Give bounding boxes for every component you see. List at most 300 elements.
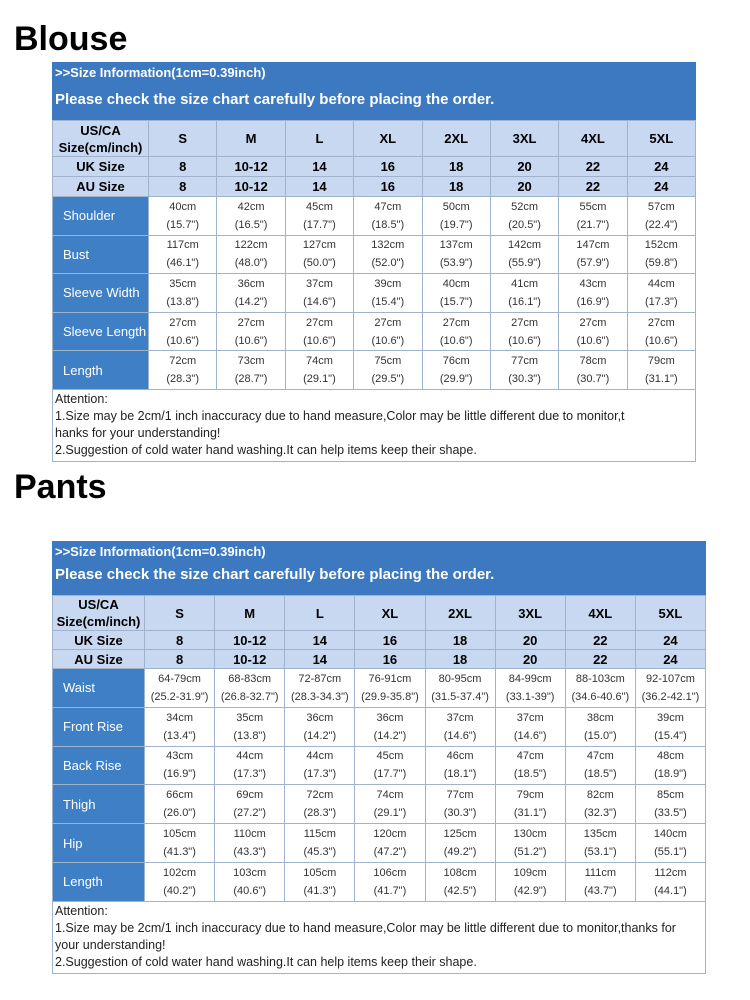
value-cm: 55cm — [579, 200, 607, 213]
measurement-label: Length — [53, 351, 149, 390]
measurement-cell — [354, 197, 422, 236]
value-inch: (28.3-34.3") — [290, 690, 349, 703]
measurement-cell — [215, 669, 285, 708]
value-inch: (41.7") — [373, 884, 407, 897]
au-size-value: 18 — [422, 177, 490, 197]
value-cm: 37cm — [446, 711, 474, 724]
value-cm: 47cm — [374, 200, 402, 213]
uk-size-value: 22 — [565, 631, 635, 650]
value-cm: 105cm — [163, 828, 197, 841]
value-inch: (10.6") — [576, 334, 610, 347]
measurement-cell — [627, 274, 695, 313]
value-inch: (16.9") — [163, 768, 196, 781]
au-size-value: 24 — [627, 177, 695, 197]
measurement-cell — [355, 669, 425, 708]
size-column-header: 5XL — [627, 121, 695, 157]
measurement-cell — [425, 824, 495, 863]
value-cm: 45cm — [376, 750, 404, 763]
value-cm: 140cm — [653, 828, 687, 841]
value-cm: 117cm — [166, 239, 199, 252]
value-cm: 40cm — [169, 200, 197, 213]
measurement-cell — [215, 862, 285, 901]
measurement-cell — [490, 312, 558, 351]
measurement-label: Thigh — [53, 785, 145, 824]
value-cm: 52cm — [511, 200, 539, 213]
measurement-cell — [422, 351, 490, 390]
uk-size-value: 18 — [425, 631, 495, 650]
value-inch: (15.7") — [439, 295, 473, 308]
size-notice: Please check the size chart carefully before placing the order. — [55, 566, 495, 583]
size-column-header: 4XL — [559, 121, 627, 157]
value-inch: (30.7") — [576, 373, 610, 386]
measurement-cell — [285, 785, 355, 824]
value-cm: 27cm — [442, 316, 470, 329]
au-size-value: 14 — [285, 177, 353, 197]
measurement-cell — [355, 824, 425, 863]
value-inch: (29.1") — [303, 373, 336, 386]
size-column-header: L — [285, 121, 353, 157]
value-cm: 45cm — [305, 200, 333, 213]
value-inch: (20.5") — [508, 218, 541, 231]
measurement-cell — [635, 669, 705, 708]
measurement-cell — [149, 235, 217, 274]
uk-size-value: 20 — [495, 631, 565, 650]
value-inch: (55.1") — [654, 846, 687, 859]
value-inch: (28.3") — [303, 807, 337, 820]
attention-line: Attention: — [55, 903, 108, 918]
measurement-label: Bust — [53, 235, 149, 274]
value-inch: (28.7") — [234, 373, 268, 386]
value-cm: 44cm — [647, 277, 675, 290]
value-cm: 37cm — [305, 277, 333, 290]
value-cm: 39cm — [374, 277, 402, 290]
value-cm: 88-103cm — [575, 672, 625, 685]
uk-size-row — [53, 631, 706, 650]
value-inch: (14.2") — [234, 295, 268, 308]
measurement-cell — [145, 785, 215, 824]
value-inch: (40.6") — [233, 884, 266, 897]
value-cm: 137cm — [439, 239, 473, 252]
attention-line: Attention: — [55, 391, 108, 406]
measurement-cell — [425, 746, 495, 785]
value-inch: (16.1") — [508, 295, 541, 308]
value-cm: 27cm — [169, 316, 197, 329]
measurement-cell — [565, 824, 635, 863]
measurement-label: Back Rise — [53, 746, 145, 785]
size-column-header: XL — [354, 121, 422, 157]
value-cm: 40cm — [442, 277, 470, 290]
uk-size-value: 10-12 — [215, 631, 285, 650]
measurement-cell — [425, 707, 495, 746]
size-column-header: 5XL — [635, 596, 705, 631]
value-cm: 112cm — [654, 866, 687, 879]
value-inch: (10.6") — [644, 334, 678, 347]
measurement-cell — [285, 312, 353, 351]
measurement-cell — [149, 197, 217, 236]
measurement-label: Shoulder — [53, 197, 149, 236]
uk-size-label: UK Size — [53, 157, 149, 177]
measurement-row — [53, 824, 706, 863]
size-column-header: 2XL — [422, 121, 490, 157]
measurement-cell — [354, 235, 422, 274]
au-size-value: 10-12 — [217, 177, 285, 197]
measurement-cell — [145, 746, 215, 785]
measurement-row — [53, 669, 706, 708]
size-column-header: M — [217, 121, 285, 157]
uk-size-value: 14 — [285, 157, 353, 177]
measurement-cell — [425, 669, 495, 708]
value-cm: 82cm — [586, 789, 614, 802]
measurement-cell — [285, 197, 353, 236]
value-cm: 27cm — [511, 316, 539, 329]
measurement-row — [53, 274, 696, 313]
size-table — [52, 120, 696, 390]
uk-size-row — [53, 157, 696, 177]
value-cm: 36cm — [306, 711, 334, 724]
measurement-row — [53, 312, 696, 351]
value-cm: 92-107cm — [645, 672, 695, 685]
measurement-cell — [565, 785, 635, 824]
value-inch: (52.0") — [371, 257, 405, 270]
uk-size-value: 18 — [422, 157, 490, 177]
measurement-label: Front Rise — [53, 707, 145, 746]
value-inch: (34.6-40.6") — [571, 690, 630, 703]
value-cm: 125cm — [443, 828, 477, 841]
attention-line: 1.Size may be 2cm/1 inch inaccuracy due to hand measure,Color may be little different due to monitor,t — [55, 408, 625, 423]
au-size-row — [53, 177, 696, 197]
value-inch: (13.8") — [166, 295, 199, 308]
measurement-cell — [559, 351, 627, 390]
value-inch: (29.1") — [373, 807, 407, 820]
value-cm: 105cm — [303, 866, 337, 879]
value-inch: (31.5-37.4") — [431, 690, 489, 703]
value-inch: (14.6") — [303, 295, 336, 308]
measurement-cell — [285, 235, 353, 274]
value-cm: 41cm — [511, 277, 539, 290]
value-cm: 76cm — [442, 355, 470, 368]
measurement-cell — [149, 274, 217, 313]
value-inch: (30.3") — [508, 373, 541, 386]
measurement-cell — [490, 351, 558, 390]
value-inch: (15.4") — [371, 295, 405, 308]
uk-size-value: 10-12 — [217, 157, 285, 177]
value-cm: 27cm — [579, 316, 607, 329]
measurement-cell — [215, 707, 285, 746]
value-inch: (10.6") — [508, 334, 541, 347]
measurement-cell — [145, 707, 215, 746]
value-cm: 48cm — [656, 750, 684, 763]
size-column-header: 3XL — [490, 121, 558, 157]
measurement-cell — [559, 274, 627, 313]
value-cm: 142cm — [508, 239, 542, 252]
attention-line: 2.Suggestion of cold water hand washing.It can help items keep their shape. — [55, 954, 477, 969]
value-cm: 35cm — [169, 277, 197, 290]
value-inch: (43.3") — [233, 846, 266, 859]
value-inch: (29.9-35.8") — [361, 690, 419, 703]
measurement-cell — [149, 312, 217, 351]
measurement-cell — [145, 824, 215, 863]
au-size-value: 16 — [355, 650, 425, 669]
uk-size-label: UK Size — [53, 631, 145, 650]
value-inch: (48.0") — [234, 257, 268, 270]
value-cm: 103cm — [233, 866, 267, 879]
measurement-cell — [425, 862, 495, 901]
value-cm: 27cm — [237, 316, 265, 329]
value-inch: (25.2-31.9") — [150, 690, 209, 703]
measurement-cell — [490, 235, 558, 274]
value-inch: (46.1") — [166, 257, 199, 270]
value-inch: (17.3") — [644, 295, 678, 308]
measurement-cell — [495, 862, 565, 901]
measurement-cell — [285, 274, 353, 313]
au-size-label: AU Size — [53, 650, 145, 669]
attention-note — [52, 390, 696, 462]
value-cm: 76-91cm — [368, 672, 412, 685]
measurement-cell — [422, 197, 490, 236]
value-inch: (13.4") — [163, 729, 196, 742]
value-inch: (16.5") — [234, 218, 268, 231]
chart-header — [52, 541, 706, 595]
value-cm: 84-99cm — [508, 672, 552, 685]
au-size-value: 18 — [425, 650, 495, 669]
chart-header — [52, 62, 696, 120]
value-inch: (40.2") — [163, 884, 196, 897]
value-inch: (14.2") — [303, 729, 337, 742]
value-inch: (32.3") — [583, 807, 617, 820]
value-cm: 46cm — [446, 750, 474, 763]
value-inch: (14.6") — [513, 729, 547, 742]
value-cm: 66cm — [166, 789, 194, 802]
size-header-row — [53, 121, 696, 157]
value-cm: 80-95cm — [438, 672, 482, 685]
value-cm: 74cm — [305, 355, 333, 368]
measurement-label: Waist — [53, 669, 145, 708]
value-cm: 115cm — [303, 828, 336, 841]
measurement-cell — [422, 312, 490, 351]
au-size-value: 8 — [145, 650, 215, 669]
measurement-cell — [565, 669, 635, 708]
value-inch: (14.6") — [443, 729, 477, 742]
measurement-cell — [627, 351, 695, 390]
value-inch: (10.6") — [234, 334, 268, 347]
measurement-row — [53, 785, 706, 824]
value-inch: (18.5") — [513, 768, 547, 781]
size-column-header: 3XL — [495, 596, 565, 631]
value-inch: (15.0") — [583, 729, 617, 742]
value-cm: 72cm — [169, 355, 197, 368]
value-inch: (15.4") — [654, 729, 687, 742]
measurement-cell — [490, 274, 558, 313]
au-size-row — [53, 650, 706, 669]
value-inch: (17.7") — [303, 218, 336, 231]
uk-size-value: 24 — [635, 631, 705, 650]
au-size-value: 22 — [559, 177, 627, 197]
measurement-cell — [355, 862, 425, 901]
size-table — [52, 595, 706, 902]
measurement-cell — [565, 746, 635, 785]
value-inch: (33.1-39") — [505, 690, 555, 703]
value-inch: (18.5") — [583, 768, 617, 781]
measurement-label: Sleeve Width — [53, 274, 149, 313]
au-size-value: 16 — [354, 177, 422, 197]
value-cm: 106cm — [373, 866, 407, 879]
measurement-cell — [145, 862, 215, 901]
measurement-cell — [635, 785, 705, 824]
value-cm: 36cm — [376, 711, 404, 724]
value-cm: 102cm — [163, 866, 197, 879]
value-inch: (17.3") — [303, 768, 337, 781]
attention-line: your understanding! — [55, 937, 166, 952]
value-inch: (17.7") — [373, 768, 407, 781]
value-inch: (33.5") — [654, 807, 687, 820]
value-cm: 50cm — [442, 200, 470, 213]
value-cm: 27cm — [374, 316, 402, 329]
value-cm: 47cm — [586, 750, 614, 763]
value-inch: (41.3") — [303, 884, 337, 897]
value-cm: 36cm — [237, 277, 265, 290]
measurement-cell — [354, 274, 422, 313]
measurement-cell — [495, 824, 565, 863]
size-column-header: XL — [355, 596, 425, 631]
value-cm: 43cm — [166, 750, 194, 763]
value-inch: (59.8") — [644, 257, 678, 270]
value-cm: 27cm — [647, 316, 675, 329]
value-cm: 74cm — [376, 789, 404, 802]
value-cm: 147cm — [576, 239, 610, 252]
measurement-cell — [285, 824, 355, 863]
measurement-cell — [495, 785, 565, 824]
value-cm: 85cm — [656, 789, 684, 802]
measurement-cell — [495, 669, 565, 708]
size-header-label: US/CA Size(cm/inch) — [53, 121, 149, 157]
measurement-row — [53, 862, 706, 901]
value-inch: (18.1") — [443, 768, 477, 781]
value-inch: (53.1") — [583, 846, 617, 859]
au-size-value: 10-12 — [215, 650, 285, 669]
size-column-header: S — [149, 121, 217, 157]
value-cm: 152cm — [644, 239, 678, 252]
measurement-cell — [217, 197, 285, 236]
value-inch: (42.9") — [513, 884, 547, 897]
measurement-cell — [217, 235, 285, 274]
measurement-cell — [217, 312, 285, 351]
measurement-cell — [215, 824, 285, 863]
size-column-header: 2XL — [425, 596, 495, 631]
au-size-value: 14 — [285, 650, 355, 669]
measurement-cell — [354, 351, 422, 390]
value-cm: 135cm — [583, 828, 617, 841]
size-header-label: US/CA Size(cm/inch) — [53, 596, 145, 631]
value-inch: (49.2") — [443, 846, 477, 859]
uk-size-value: 20 — [490, 157, 558, 177]
value-inch: (53.9") — [439, 257, 473, 270]
measurement-cell — [285, 669, 355, 708]
value-cm: 73cm — [237, 355, 265, 368]
blouse-size-chart — [52, 62, 696, 462]
measurement-cell — [217, 274, 285, 313]
measurement-cell — [635, 824, 705, 863]
value-inch: (55.9") — [508, 257, 541, 270]
uk-size-value: 8 — [145, 631, 215, 650]
value-inch: (10.6") — [371, 334, 405, 347]
value-inch: (19.7") — [439, 218, 473, 231]
value-cm: 77cm — [511, 355, 539, 368]
measurement-cell — [559, 312, 627, 351]
uk-size-value: 14 — [285, 631, 355, 650]
measurement-cell — [149, 351, 217, 390]
value-inch: (42.5") — [443, 884, 477, 897]
value-cm: 39cm — [656, 711, 684, 724]
attention-line: 1.Size may be 2cm/1 inch inaccuracy due to hand measure,Color may be little different due to monitor,thanks for — [55, 920, 676, 935]
uk-size-value: 22 — [559, 157, 627, 177]
value-inch: (26.8-32.7") — [220, 690, 279, 703]
value-inch: (31.1") — [644, 373, 678, 386]
value-cm: 47cm — [516, 750, 544, 763]
measurement-row — [53, 197, 696, 236]
value-cm: 79cm — [516, 789, 544, 802]
measurement-cell — [285, 746, 355, 785]
size-header-row — [53, 596, 706, 631]
value-inch: (47.2") — [373, 846, 407, 859]
value-cm: 43cm — [579, 277, 607, 290]
value-cm: 120cm — [373, 828, 407, 841]
value-inch: (17.3") — [233, 768, 266, 781]
au-size-value: 22 — [565, 650, 635, 669]
au-size-label: AU Size — [53, 177, 149, 197]
value-inch: (30.3") — [443, 807, 477, 820]
measurement-cell — [355, 707, 425, 746]
measurement-cell — [627, 235, 695, 274]
value-cm: 37cm — [516, 711, 544, 724]
value-inch: (13.8") — [233, 729, 266, 742]
uk-size-value: 16 — [355, 631, 425, 650]
au-size-value: 20 — [490, 177, 558, 197]
measurement-cell — [285, 862, 355, 901]
value-cm: 130cm — [513, 828, 547, 841]
measurement-row — [53, 235, 696, 274]
value-inch: (27.2") — [233, 807, 266, 820]
value-cm: 72-87cm — [298, 672, 342, 685]
measurement-cell — [217, 351, 285, 390]
measurement-cell — [635, 862, 705, 901]
value-cm: 42cm — [237, 200, 265, 213]
measurement-cell — [355, 746, 425, 785]
uk-size-value: 8 — [149, 157, 217, 177]
value-cm: 64-79cm — [158, 672, 201, 685]
measurement-cell — [635, 707, 705, 746]
value-cm: 69cm — [236, 789, 264, 802]
value-inch: (10.6") — [166, 334, 199, 347]
measurement-cell — [490, 197, 558, 236]
value-inch: (44.1") — [654, 884, 687, 897]
uk-size-value: 24 — [627, 157, 695, 177]
value-inch: (45.3") — [303, 846, 337, 859]
value-inch: (18.9") — [654, 768, 687, 781]
size-column-header: 4XL — [565, 596, 635, 631]
value-cm: 79cm — [647, 355, 675, 368]
measurement-cell — [285, 707, 355, 746]
au-size-value: 24 — [635, 650, 705, 669]
value-cm: 72cm — [306, 789, 334, 802]
value-inch: (14.2") — [373, 729, 407, 742]
value-cm: 27cm — [305, 316, 333, 329]
value-cm: 110cm — [233, 828, 266, 841]
pants-title: Pants — [14, 468, 107, 506]
size-info-label: >>Size Information(1cm=0.39inch) — [55, 544, 266, 559]
measurement-cell — [422, 274, 490, 313]
measurement-cell — [215, 746, 285, 785]
measurement-cell — [559, 235, 627, 274]
